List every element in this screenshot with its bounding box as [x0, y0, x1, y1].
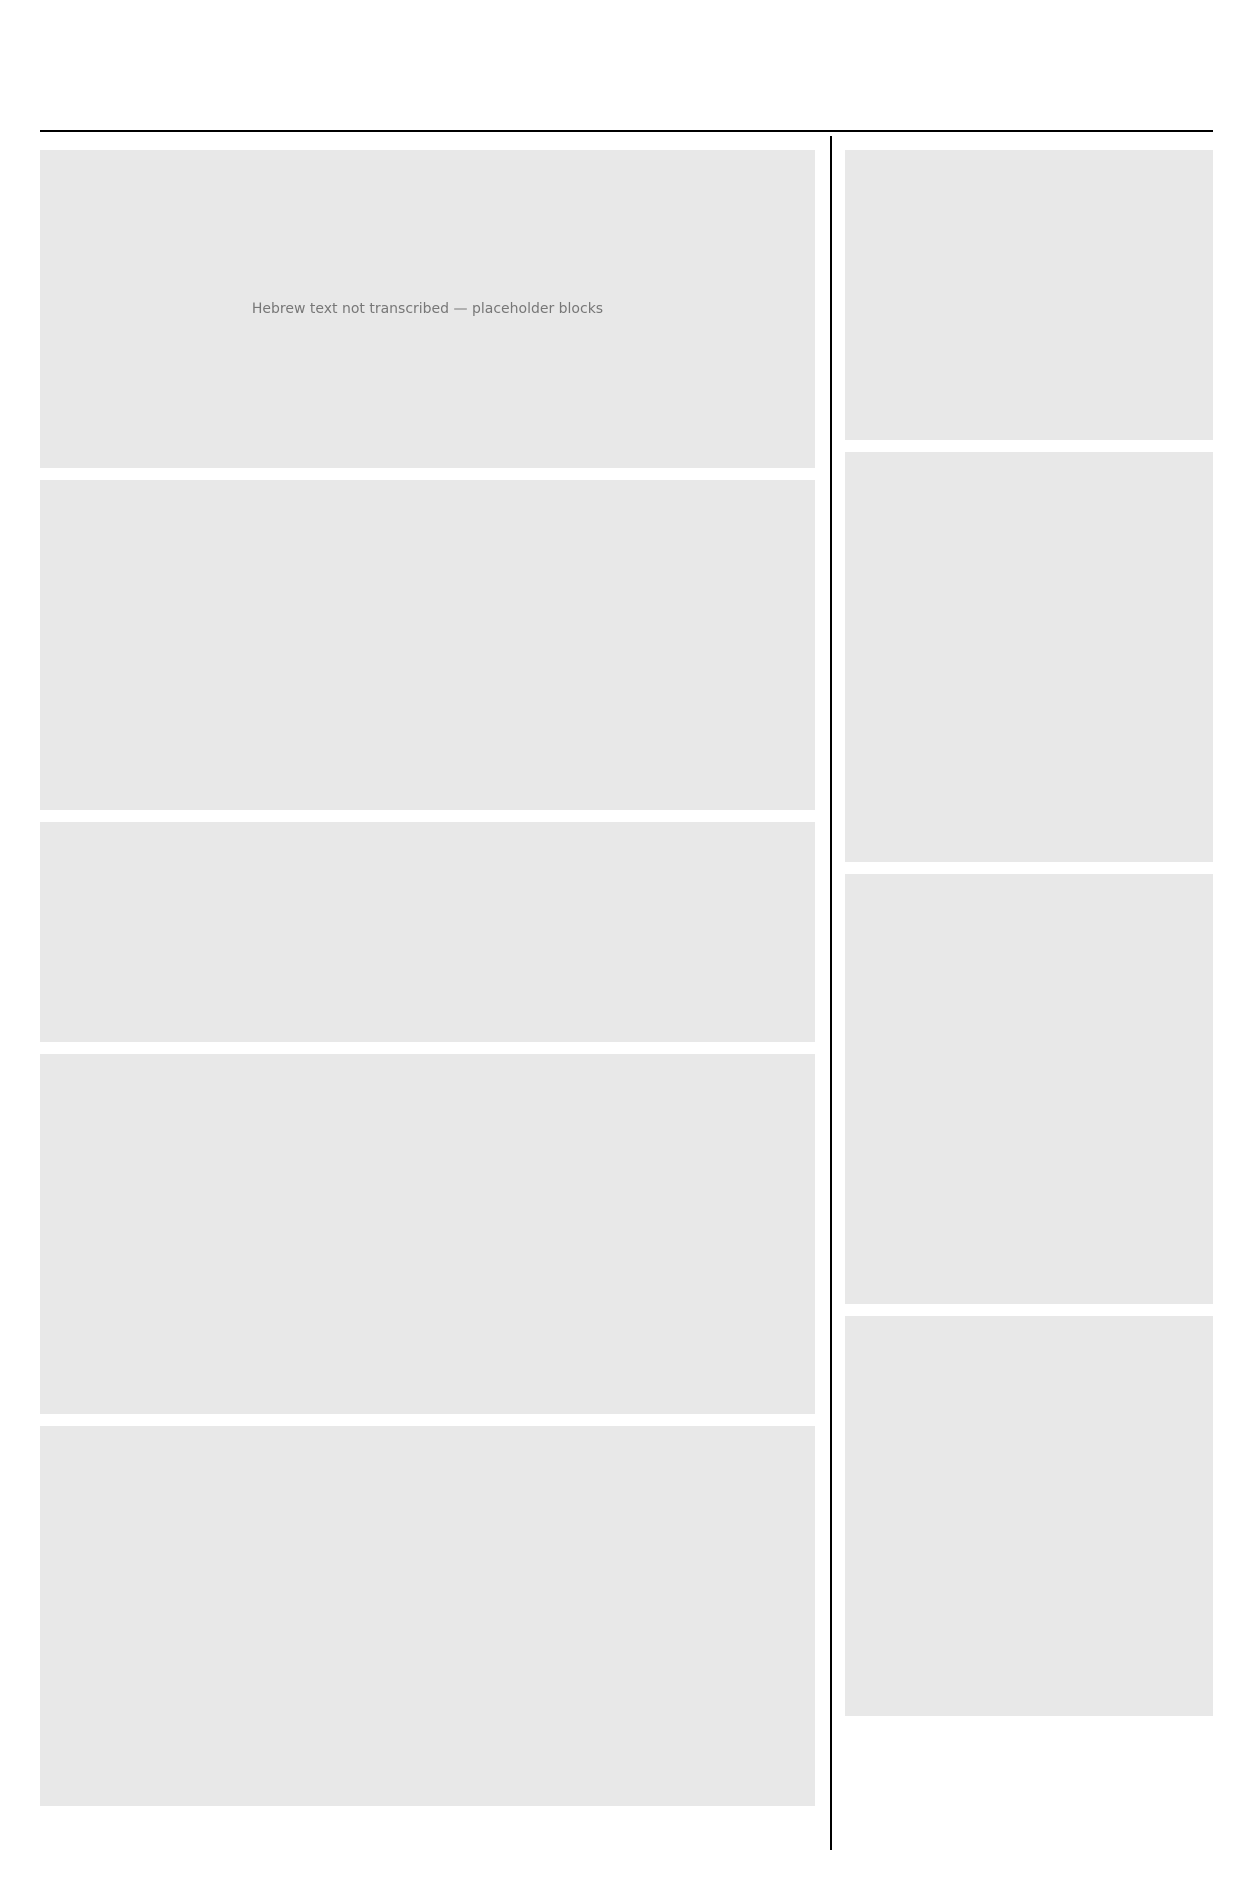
placeholder-block [40, 1426, 815, 1806]
main-paragraph-2 [40, 480, 815, 810]
placeholder-block [845, 150, 1213, 440]
placeholder-block [845, 874, 1213, 1304]
main-paragraph-3 [40, 822, 815, 1042]
document-page [40, 40, 1213, 1860]
main-column [40, 150, 815, 1818]
side-paragraph-3 [845, 874, 1213, 1304]
placeholder-block [40, 1054, 815, 1414]
placeholder-block [845, 452, 1213, 862]
placeholder-block: Hebrew text not transcribed — placeholder blocks [40, 150, 815, 468]
side-paragraph-4 [845, 1316, 1213, 1716]
column-divider [830, 136, 832, 1850]
side-column [845, 150, 1213, 1728]
main-paragraph-4 [40, 1054, 815, 1414]
placeholder-block [845, 1316, 1213, 1716]
side-paragraph-1 [845, 150, 1213, 440]
placeholder-block [40, 822, 815, 1042]
side-paragraph-2 [845, 452, 1213, 862]
main-paragraph-5 [40, 1426, 815, 1806]
main-paragraph-1 [40, 150, 815, 468]
page-header [40, 60, 1213, 132]
placeholder-block [40, 480, 815, 810]
